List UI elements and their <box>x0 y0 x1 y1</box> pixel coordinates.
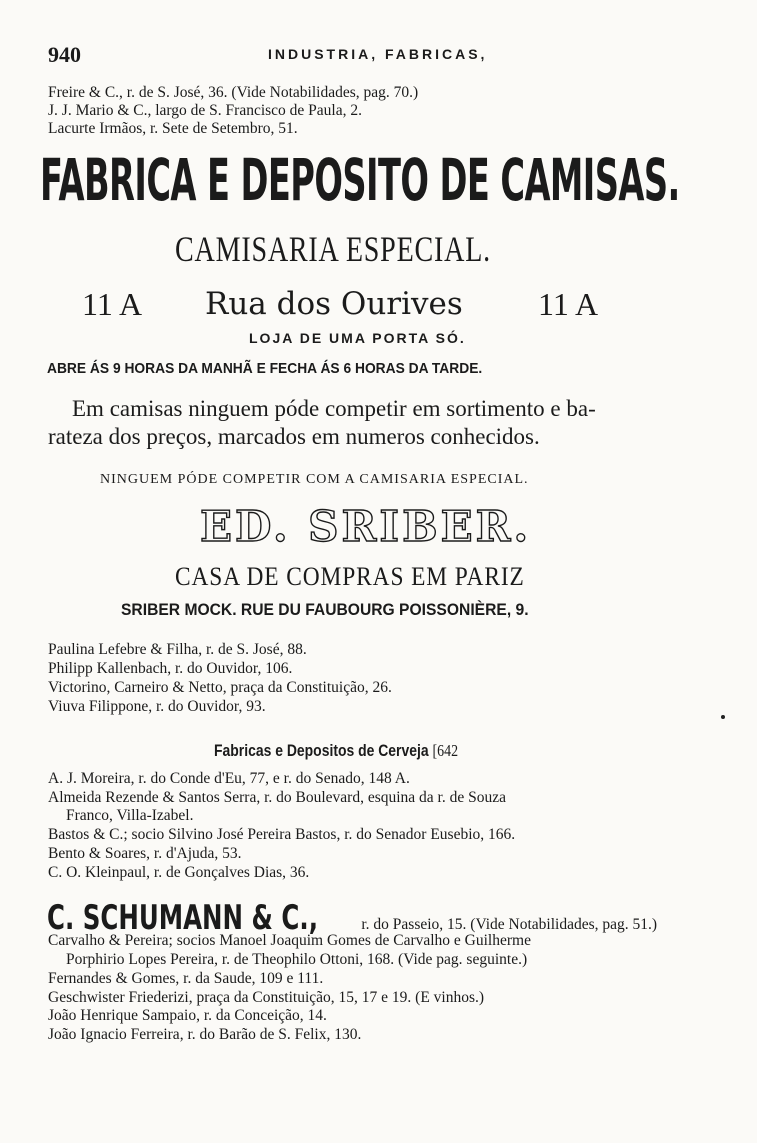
directory-entry: Paulina Lefebre & Filha, r. de S. José, 88. <box>48 641 307 658</box>
directory-entry: Freire & C., r. de S. José, 36. (Vide Notabilidades, pag. 70.) <box>48 84 419 101</box>
directory-entry: J. J. Mario & C., largo de S. Francisco de Paula, 2. <box>48 102 362 119</box>
directory-entry: Philipp Kallenbach, r. do Ouvidor, 106. <box>48 660 293 677</box>
schumann-name: C. SCHUMANN & C., <box>47 898 318 938</box>
directory-entry: Bento & Soares, r. d'Ajuda, 53. <box>48 845 242 862</box>
ad-paris-address: SRIBER MOCK. RUE DU FAUBOURG POISSONIÈRE, 9. <box>121 600 529 619</box>
ad-opening-hours: ABRE ÁS 9 HORAS DA MANHÃ E FECHA ÁS 6 HORAS DA TARDE. <box>47 360 483 377</box>
ad-slogan: NINGUEM PÓDE COMPETIR COM A CAMISARIA ESPECIAL. <box>100 472 529 487</box>
beer-section-label: Fabricas e Depositos de Cerveja <box>214 741 429 760</box>
ad-title: FABRICA E DEPOSITO DE CAMISAS. <box>40 146 680 214</box>
schumann-address: r. do Passeio, 15. (Vide Notabilidades, pag. 51.) <box>361 916 658 933</box>
directory-entry: João Ignacio Ferreira, r. do Barão de S. Felix, 130. <box>48 1026 362 1043</box>
beer-section-number: [642 <box>432 741 459 760</box>
page-number: 940 <box>48 42 81 67</box>
directory-entry-continuation: Porphirio Lopes Pereira, r. de Theophilo Ottoni, 168. (Vide pag. seguinte.) <box>66 951 528 968</box>
directory-entry: Carvalho & Pereira; socios Manoel Joaquim Gomes de Carvalho e Guilherme <box>48 932 531 949</box>
ad-address-number-left: 11 A <box>82 286 143 322</box>
directory-entry: Viuva Filippone, r. do Ouvidor, 93. <box>48 698 266 715</box>
directory-entry: A. J. Moreira, r. do Conde d'Eu, 77, e r. do Senado, 148 A. <box>48 770 410 787</box>
section-title: INDUSTRIA, FABRICAS, <box>268 46 488 62</box>
directory-entry: Geschwister Friederizi, praça da Constituição, 15, 17 e 19. (E vinhos.) <box>48 989 485 1006</box>
ink-speck <box>721 715 725 719</box>
directory-entry: Fernandes & Gomes, r. da Saude, 109 e 111. <box>48 970 324 987</box>
beer-section-heading <box>214 741 458 761</box>
ad-paragraph-line-2: rateza dos preços, marcados em numeros conhecidos. <box>48 424 540 449</box>
ad-shop-note: LOJA DE UMA PORTA SÓ. <box>249 330 466 346</box>
page-header <box>48 42 697 66</box>
directory-entry: Victorino, Carneiro & Netto, praça da Constituição, 26. <box>48 679 392 696</box>
directory-entry: Almeida Rezende & Santos Serra, r. do Boulevard, esquina da r. de Souza <box>48 789 506 806</box>
directory-entry-continuation: Franco, Villa-Izabel. <box>66 807 194 824</box>
directory-entry: Lacurte Irmãos, r. Sete de Setembro, 51. <box>48 120 298 137</box>
directory-entry: João Henrique Sampaio, r. da Conceição, 14. <box>48 1007 327 1024</box>
directory-entry: C. O. Kleinpaul, r. de Gonçalves Dias, 36. <box>48 864 310 881</box>
ad-paris-house: CASA DE COMPRAS EM PARIZ <box>175 562 525 591</box>
directory-entry: Bastos & C.; socio Silvino José Pereira Bastos, r. do Senador Eusebio, 166. <box>48 826 516 843</box>
ad-address-number-right: 11 A <box>538 286 599 322</box>
ad-subtitle: CAMISARIA ESPECIAL. <box>175 229 491 269</box>
ad-paragraph-line-1: Em camisas ninguem póde competir em sortimento e ba- <box>72 396 596 421</box>
ad-merchant-name: ED. SRIBER. <box>200 502 532 551</box>
ad-address-street: Rua dos Ourives <box>205 286 463 322</box>
